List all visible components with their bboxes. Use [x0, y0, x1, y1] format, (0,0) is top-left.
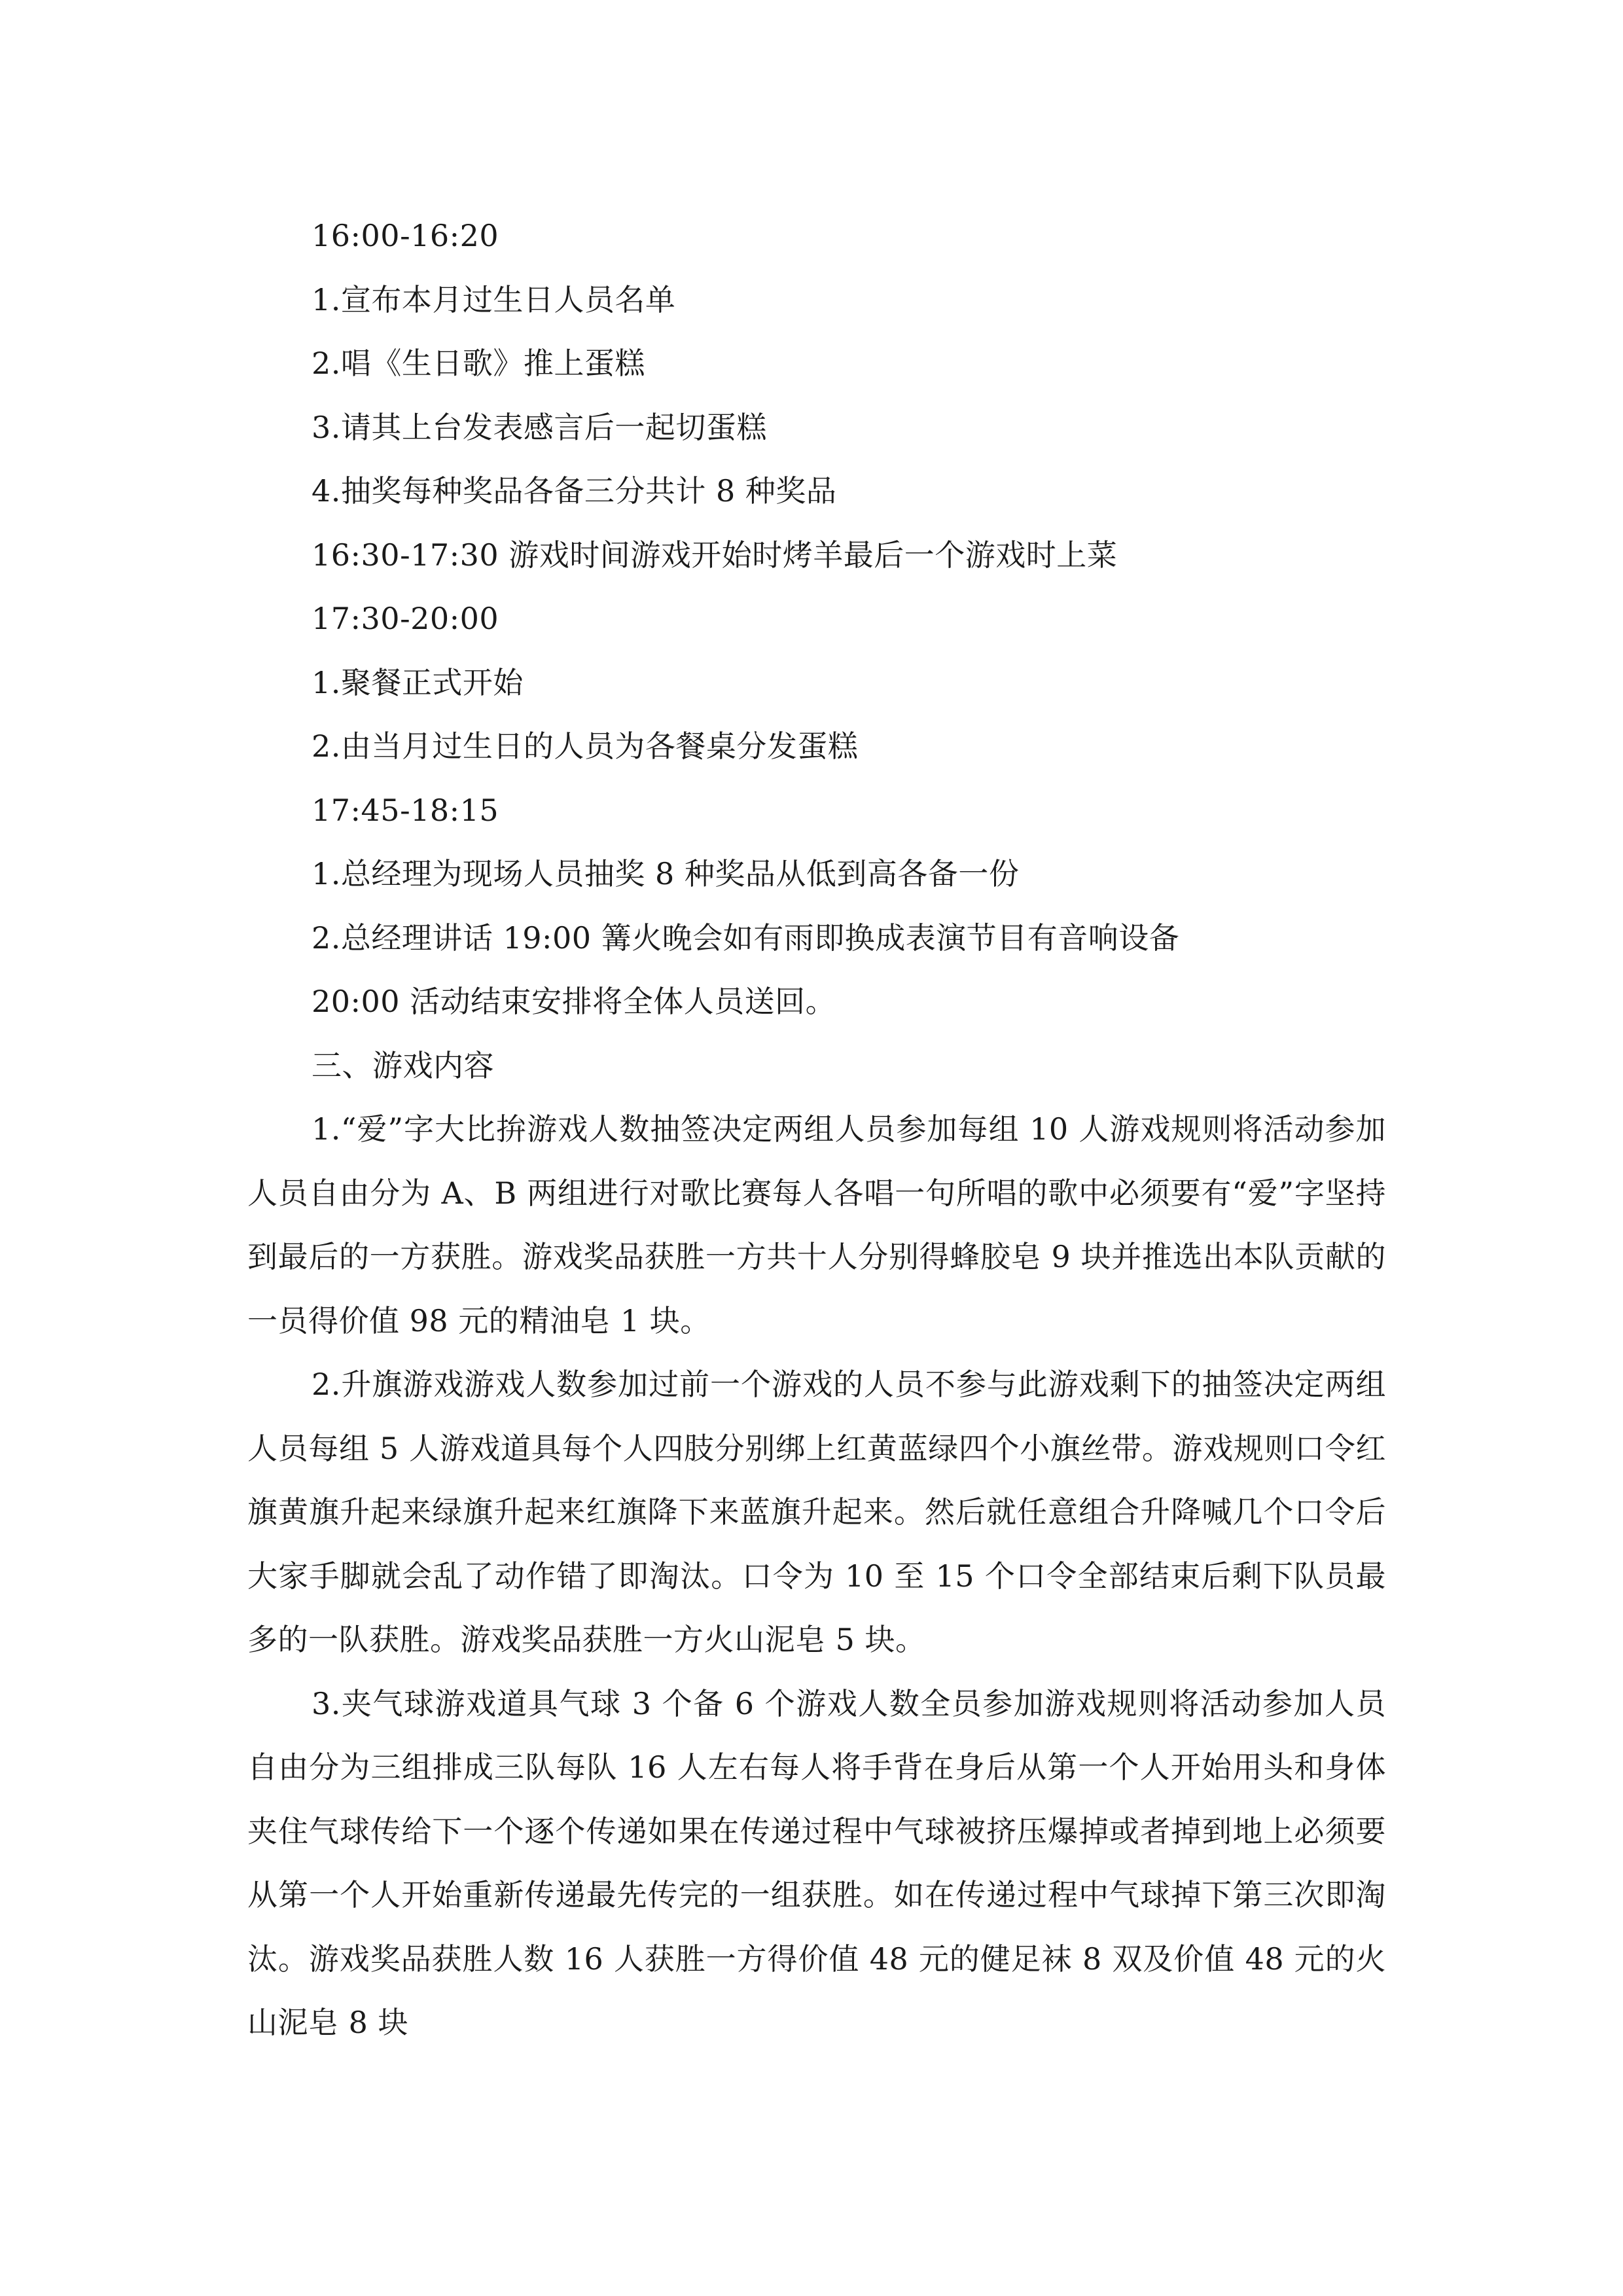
- game-description-1: 1.“爱”字大比拚游戏人数抽签决定两组人员参加每组 10 人游戏规则将活动参加人员自由分为 A、B 两组进行对歌比赛每人各唱一句所唱的歌中必须要有“爱”字坚持到最后的一方获胜。游戏奖品获胜一方共十人分别得蜂胶皂 9 块并推选出本队贡献的一员得价值 98 元的精油皂 1 块。: [247, 1111, 1386, 1338]
- schedule-item: 2.总经理讲话 19:00 篝火晚会如有雨即换成表演节目有音响设备: [312, 920, 1180, 956]
- schedule-item: 2.由当月过生日的人员为各餐桌分发蛋糕: [312, 728, 859, 764]
- schedule-time-4: 17:45-18:15: [312, 792, 499, 828]
- schedule-item: 1.宣布本月过生日人员名单: [312, 281, 676, 317]
- schedule-time-2: 16:30-17:30 游戏时间游戏开始时烤羊最后一个游戏时上菜: [312, 537, 1118, 573]
- schedule-time-3: 17:30-20:00: [312, 601, 499, 636]
- game-description-3: 3.夹气球游戏道具气球 3 个备 6 个游戏人数全员参加游戏规则将活动参加人员自由分为三组排成三队每队 16 人左右每人将手背在身后从第一个人开始用头和身体夹住气球传给下一个逐个传递如果在传递过程中气球被挤压爆掉或者掉到地上必须要从第一个人开始重新传递最先传完的一组获胜。如在传递过程中气球掉下第三次即淘汰。游戏奖品获胜人数 16 人获胜一方得价值 48 元的健足袜 8 双及价值 48 元的火山泥皂 8 块: [247, 1685, 1386, 2040]
- schedule-item: 4.抽奖每种奖品各备三分共计 8 种奖品: [312, 473, 837, 509]
- game-description-2: 2.升旗游戏游戏人数参加过前一个游戏的人员不参与此游戏剩下的抽签决定两组人员每组 5 人游戏道具每个人四肢分别绑上红黄蓝绿四个小旗丝带。游戏规则口令红旗黄旗升起来绿旗升起来红旗降下来蓝旗升起来。然后就任意组合升降喊几个口令后大家手脚就会乱了动作错了即淘汰。口令为 10 至 15 个口令全部结束后剩下队员最多的一队获胜。游戏奖品获胜一方火山泥皂 5 块。: [247, 1367, 1386, 1657]
- schedule-end: 20:00 活动结束安排将全体人员送回。: [312, 984, 836, 1019]
- schedule-item: 3.请其上台发表感言后一起切蛋糕: [312, 409, 767, 445]
- schedule-item: 1.聚餐正式开始: [312, 664, 524, 700]
- schedule-time-1: 16:00-16:20: [312, 218, 499, 253]
- section-heading: 三、游戏内容: [312, 1047, 494, 1083]
- schedule-item: 2.唱《生日歌》推上蛋糕: [312, 346, 645, 381]
- document-body: [247, 204, 1386, 2055]
- schedule-item: 1.总经理为现场人员抽奖 8 种奖品从低到高各备一份: [312, 856, 1020, 891]
